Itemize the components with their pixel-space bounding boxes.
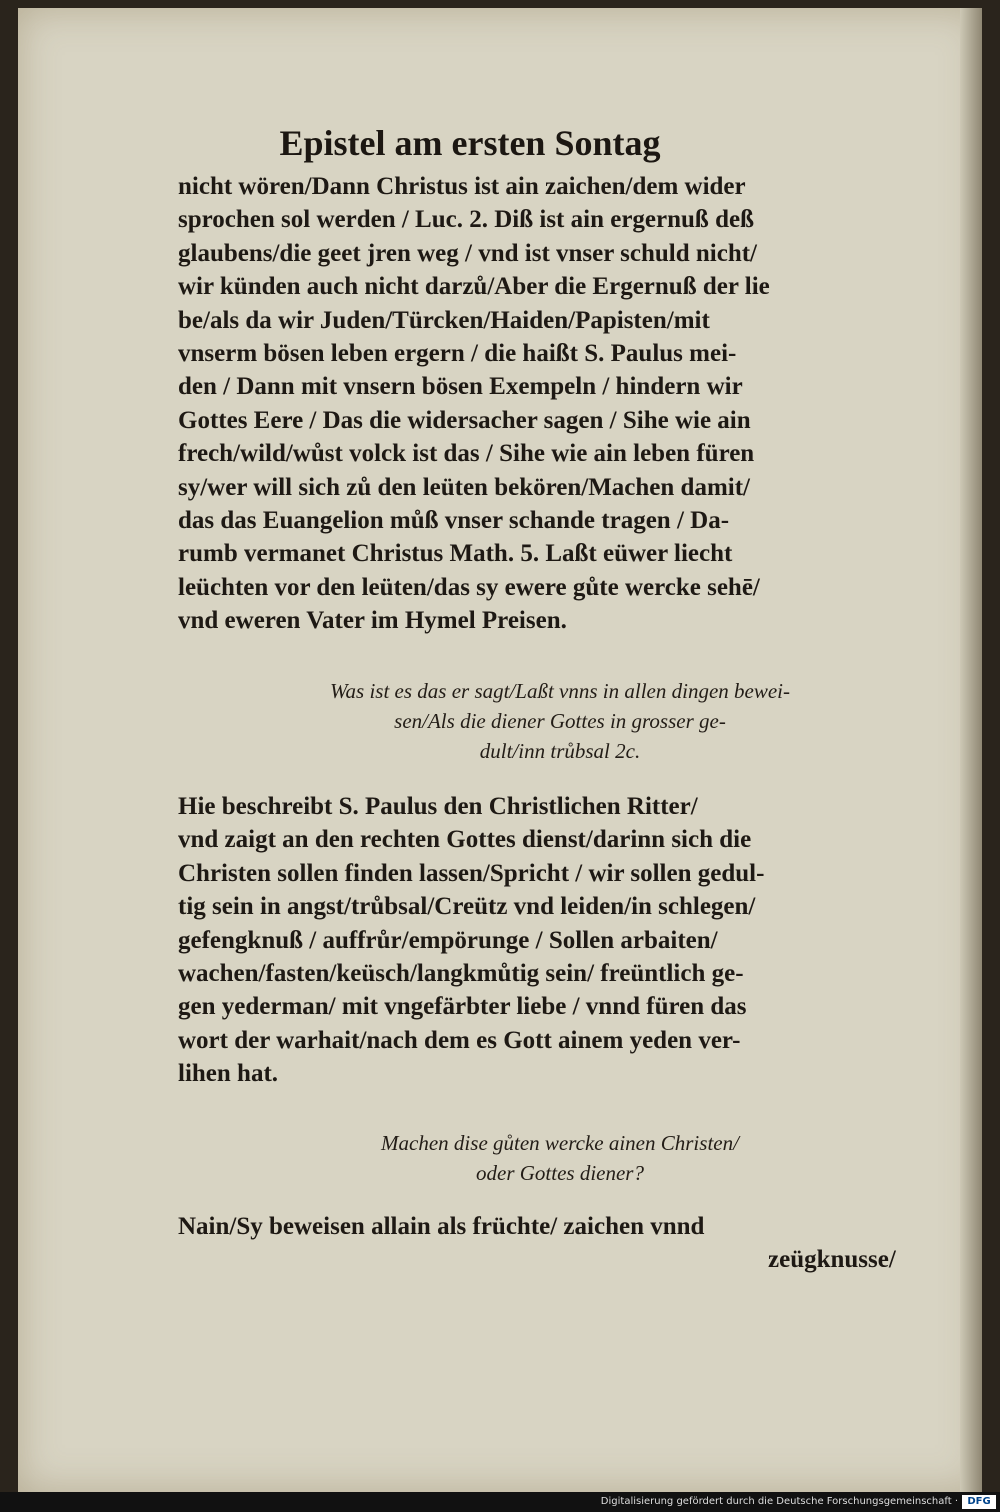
text-line: rumb vermanet Christus Math. 5. Laßt eüwer liecht <box>178 540 733 568</box>
text-line: vnserm bösen leben ergern / die haißt S. Paulus mei- <box>178 340 737 368</box>
marginal-question-2 <box>210 1128 910 1188</box>
dfg-logo: DFG <box>962 1495 996 1509</box>
text-line: Was ist es das er sagt/Laßt vnns in allen dingen bewei- <box>329 679 791 703</box>
digitization-footer <box>0 1492 1000 1512</box>
text-line: oder Gottes diener? <box>476 1161 644 1185</box>
text-line: wir künden auch nicht darzů/Aber die Ergernuß der lie <box>178 273 770 301</box>
paragraph-2 <box>178 790 938 1091</box>
page-gutter <box>960 8 982 1492</box>
text-line: das das Euangelion můß vnser schande tragen / Da- <box>178 507 730 535</box>
text-line: Christen sollen finden lassen/Spricht / wir sollen gedul- <box>178 859 765 887</box>
text-line: Nain/Sy beweisen allain als früchte/ zaichen vnnd <box>178 1213 705 1240</box>
text-line: dult/inn trůbsal 2c. <box>479 739 641 763</box>
funding-credit: Digitalisierung gefördert durch die Deutsche Forschungsgemeinschaft · <box>600 1496 958 1507</box>
text-line: wort der warhait/nach dem es Gott ainem yeden ver- <box>178 1026 741 1054</box>
text-line: gen yederman/ mit vngefärbter liebe / vnnd füren das <box>178 993 747 1021</box>
text-line: tig sein in angst/trůbsal/Creütz vnd leiden/in schlegen/ <box>178 893 756 921</box>
text-line: vnd eweren Vater im Hymel Preisen. <box>178 607 567 635</box>
text-line: wachen/fasten/keüsch/langkmůtig sein/ freüntlich ge- <box>178 960 744 988</box>
paragraph-1 <box>178 170 938 638</box>
text-line: frech/wild/wůst volck ist das / Sihe wie ain leben füren <box>178 440 755 468</box>
text-line: Gottes Eere / Das die widersacher sagen / Sihe wie ain <box>178 406 751 434</box>
text-line: nicht wören/Dann Christus ist ain zaichen/dem wider <box>178 173 746 200</box>
text-line: sprochen sol werden / Luc. 2. Diß ist ain ergernuß deß <box>178 206 754 234</box>
paragraph-3 <box>178 1210 938 1277</box>
catchword: zeügknusse/ <box>768 1246 896 1274</box>
text-line: den / Dann mit vnsern bösen Exempeln / hindern wir <box>178 373 743 401</box>
text-line: be/als da wir Juden/Türcken/Haiden/Papisten/mit <box>178 306 710 334</box>
text-line: Machen dise gůten wercke ainen Christen/ <box>381 1131 739 1155</box>
text-line: sy/wer will sich zů den leüten bekören/Machen damit/ <box>178 473 750 501</box>
text-line: sen/Als die diener Gottes in grosser ge- <box>394 709 726 733</box>
text-line: leüchten vor den leüten/das sy ewere gůte wercke sehē/ <box>178 573 760 601</box>
text-line: lihen hat. <box>178 1060 279 1088</box>
text-line: Hie beschreibt S. Paulus den Christlichen Ritter/ <box>178 793 698 820</box>
text-line: vnd zaigt an den rechten Gottes dienst/darinn sich die <box>178 826 752 854</box>
text-line: glaubens/die geet jren weg / vnd ist vnser schuld nicht/ <box>178 239 757 267</box>
text-line: gefengknuß / auffrůr/empörunge / Sollen arbaiten/ <box>178 926 718 954</box>
running-heading: Epistel am ersten Sontag <box>279 123 661 163</box>
marginal-question-1 <box>210 676 910 766</box>
